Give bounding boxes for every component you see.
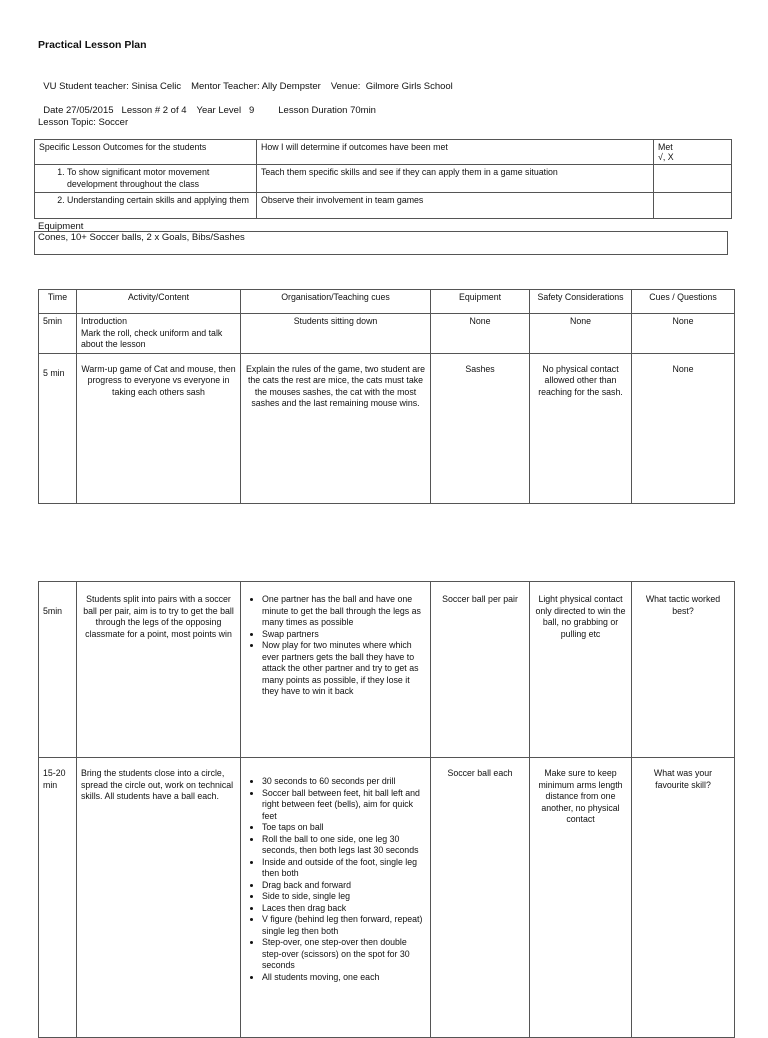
safety-cell: Make sure to keep minimum arms length distance from one another, no physical contact: [530, 758, 632, 1038]
venue: Venue: Gilmore Girls School: [330, 81, 453, 92]
outcomes-table: [34, 139, 732, 219]
outcome-row: [35, 165, 732, 193]
organisation-list: [245, 594, 426, 698]
equipment-cell: None: [431, 314, 530, 354]
determine-header: How I will determine if outcomes have been met: [257, 140, 654, 165]
activity-title: Introduction: [81, 316, 127, 326]
outcome-cell: [35, 193, 257, 219]
student-teacher: VU Student teacher: Sinisa Celic: [43, 81, 182, 92]
lesson-info-line: [38, 94, 376, 116]
plan-row: [39, 582, 735, 758]
organisation-header: Organisation/Teaching cues: [241, 290, 431, 314]
equipment-value: Cones, 10+ Soccer balls, 2 x Goals, Bibs/Sashes: [38, 232, 245, 243]
organisation-item: • All students moving, one each: [262, 972, 426, 984]
organisation-item: • Roll the ball to one side, one leg 30 seconds, then both legs last 30 seconds: [262, 834, 426, 857]
lesson-date: Date 27/05/2015: [43, 105, 114, 116]
determine-cell: Teach them specific skills and see if they can apply them in a game situation: [257, 165, 654, 193]
activity-header: Activity/Content: [77, 290, 241, 314]
time-cell: 5 min: [39, 353, 77, 503]
plan-table-continued: [38, 581, 735, 1038]
time-cell: 5min: [39, 314, 77, 354]
cues-header: Cues / Questions: [632, 290, 735, 314]
organisation-item: • One partner has the ball and have one minute to get the ball through the legs as many times as possible: [262, 594, 426, 629]
activity-cell: Students split into pairs with a soccer ball per pair, aim is to try to get the ball through the legs of the opposing classmate for a point, most points win: [77, 582, 241, 758]
safety-cell: Light physical contact only directed to win the ball, no grabbing or pulling etc: [530, 582, 632, 758]
organisation-item: • Side to side, single leg: [262, 891, 426, 903]
cues-cell: None: [632, 314, 735, 354]
outcomes-header-row: [35, 140, 732, 165]
met-cell: [654, 165, 732, 193]
organisation-item: • Swap partners: [262, 629, 426, 641]
organisation-item: • V figure (behind leg then forward, repeat) single leg then both: [262, 914, 426, 937]
outcomes-header: Specific Lesson Outcomes for the students: [35, 140, 257, 165]
organisation-item: • Step-over, one step-over then double step-over (scissors) on the spot for 30 seconds: [262, 937, 426, 972]
plan-row: [39, 758, 735, 1038]
safety-header: Safety Considerations: [530, 290, 632, 314]
organisation-item: • Inside and outside of the foot, single leg then both: [262, 857, 426, 880]
outcome-text: 1. To show significant motor movement development throughout the class: [67, 167, 252, 190]
mentor-teacher: Mentor Teacher: Ally Dempster: [191, 81, 321, 92]
activity-cell: Bring the students close into a circle, spread the circle out, work on technical skills. All students have a ball each.: [77, 758, 241, 1038]
equipment-cell: Sashes: [431, 353, 530, 503]
lesson-topic: Lesson Topic: Soccer: [38, 117, 129, 128]
equipment-header: Equipment: [431, 290, 530, 314]
lesson-duration: Lesson Duration 70min: [278, 105, 376, 116]
met-symbols: √, X: [658, 152, 674, 162]
time-cell: 5min: [39, 582, 77, 758]
safety-cell: No physical contact allowed other than reaching for the sash.: [530, 353, 632, 503]
organisation-cell: [241, 758, 431, 1038]
equipment-cell: Soccer ball per pair: [431, 582, 530, 758]
equipment-label: Equipment: [38, 221, 84, 232]
met-header: [654, 140, 732, 165]
organisation-item: • Drag back and forward: [262, 880, 426, 892]
cues-cell: What was your favourite skill?: [632, 758, 735, 1038]
year-level: Year Level 9: [196, 105, 255, 116]
met-label: Met: [658, 142, 673, 152]
lesson-number: Lesson # 2 of 4: [121, 105, 187, 116]
determine-cell: Observe their involvement in team games: [257, 193, 654, 219]
organisation-cell: Explain the rules of the game, two student are the cats the rest are mice, the cats must take the mouses sashes, the cat with the most sashes and the last remaining mouse wins.: [241, 353, 431, 503]
activity-cell: [77, 314, 241, 354]
outcome-text: 2. Understanding certain skills and applying them: [67, 195, 252, 207]
plan-header-row: [39, 290, 735, 314]
cues-cell: What tactic worked best?: [632, 582, 735, 758]
plan-row: [39, 314, 735, 354]
plan-table: [38, 289, 735, 504]
outcome-cell: [35, 165, 257, 193]
outcome-row: [35, 193, 732, 219]
safety-cell: None: [530, 314, 632, 354]
organisation-item: • Laces then drag back: [262, 903, 426, 915]
equipment-cell: Soccer ball each: [431, 758, 530, 1038]
activity-cell: Warm-up game of Cat and mouse, then progress to everyone vs everyone in taking each others sash: [77, 353, 241, 503]
page-title: Practical Lesson Plan: [38, 39, 147, 51]
organisation-item: • 30 seconds to 60 seconds per drill: [262, 776, 426, 788]
plan-row: [39, 353, 735, 503]
cues-cell: None: [632, 353, 735, 503]
time-cell: 15-20 min: [39, 758, 77, 1038]
time-header: Time: [39, 290, 77, 314]
organisation-cell: [241, 582, 431, 758]
organisation-item: • Toe taps on ball: [262, 822, 426, 834]
organisation-cell: Students sitting down: [241, 314, 431, 354]
met-cell: [654, 193, 732, 219]
activity-text: Mark the roll, check uniform and talk about the lesson: [81, 327, 223, 349]
organisation-item: • Soccer ball between feet, hit ball left and right between feet (bells), aim for quick feet: [262, 788, 426, 823]
organisation-list: [245, 776, 426, 983]
organisation-item: • Now play for two minutes where which ever partners gets the ball they have to attack the other partner and try to get as many points as possible, if they lose it they have to win it back: [262, 640, 426, 698]
staff-line: [38, 70, 453, 92]
